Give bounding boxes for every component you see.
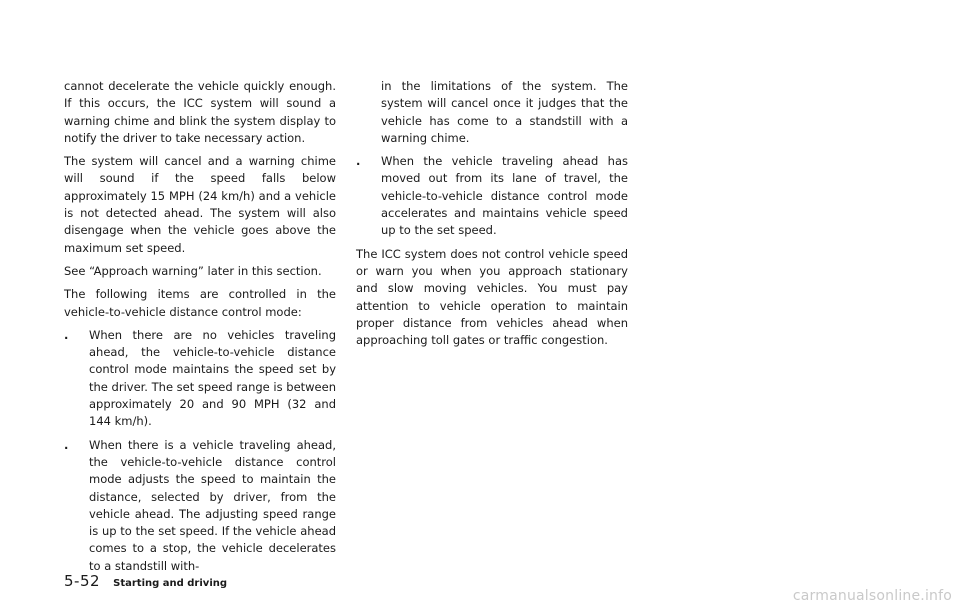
bullet-item — [64, 327, 336, 431]
bullet-marker: . — [64, 327, 69, 342]
right-column — [356, 78, 628, 355]
paragraph: cannot decelerate the vehicle quickly enough. If this occurs, the ICC system will sound a warning chime and blink the system display to notify the driver to take necessary action. — [64, 79, 336, 145]
bullet-marker: . — [64, 437, 69, 452]
bullet-continuation: in the limitations of the system. The system will cancel once it judges that the vehicle has come to a standstill with a warning chime. — [381, 79, 628, 145]
bullet-text: When there are no vehicles traveling ahead, the vehicle-to-vehicle distance control mode maintains the speed set by the driver. The set speed range is between approximately 20 and 90 MPH (32 and 144 km/h). — [89, 327, 336, 429]
paragraph: The system will cancel and a warning chime will sound if the speed falls below approximately 15 MPH (24 km/h) and a vehicle is not detected ahead. The system will also disengage when the vehicle goes above the maximum set speed. — [64, 154, 336, 255]
bullet-marker: . — [356, 154, 361, 169]
bullet-text: When there is a vehicle traveling ahead, the vehicle-to-vehicle distance control mode adjusts the speed to maintain the distance, selected by driver, from the vehicle ahead. The adjusting speed range is up to the set speed. If the vehicle ahead comes to a stop, the vehicle decelerates to a standstill with- — [89, 437, 336, 573]
page-footer — [64, 571, 227, 590]
cross-reference-paragraph: See “Approach warning” later in this section. — [64, 263, 322, 278]
bullet-item — [356, 153, 628, 239]
bullet-item — [64, 437, 336, 575]
section-title: Starting and driving — [113, 578, 228, 589]
left-column — [64, 78, 336, 581]
watermark: carmanualsonline.info — [792, 588, 952, 604]
paragraph: The ICC system does not control vehicle speed or warn you when you approach stationary and slow moving vehicles. You must pay attention to vehicle operation to maintain proper distance from vehicles ahead when approaching toll gates or traffic congestion. — [356, 246, 628, 348]
page-number: 5-52 — [64, 572, 101, 590]
bullet-text: When the vehicle traveling ahead has moved out from its lane of travel, the vehicle-to-vehicle distance control mode accelerates and maintains vehicle speed up to the set speed. — [381, 154, 628, 238]
paragraph: The following items are controlled in the vehicle-to-vehicle distance control mode: — [64, 287, 336, 319]
